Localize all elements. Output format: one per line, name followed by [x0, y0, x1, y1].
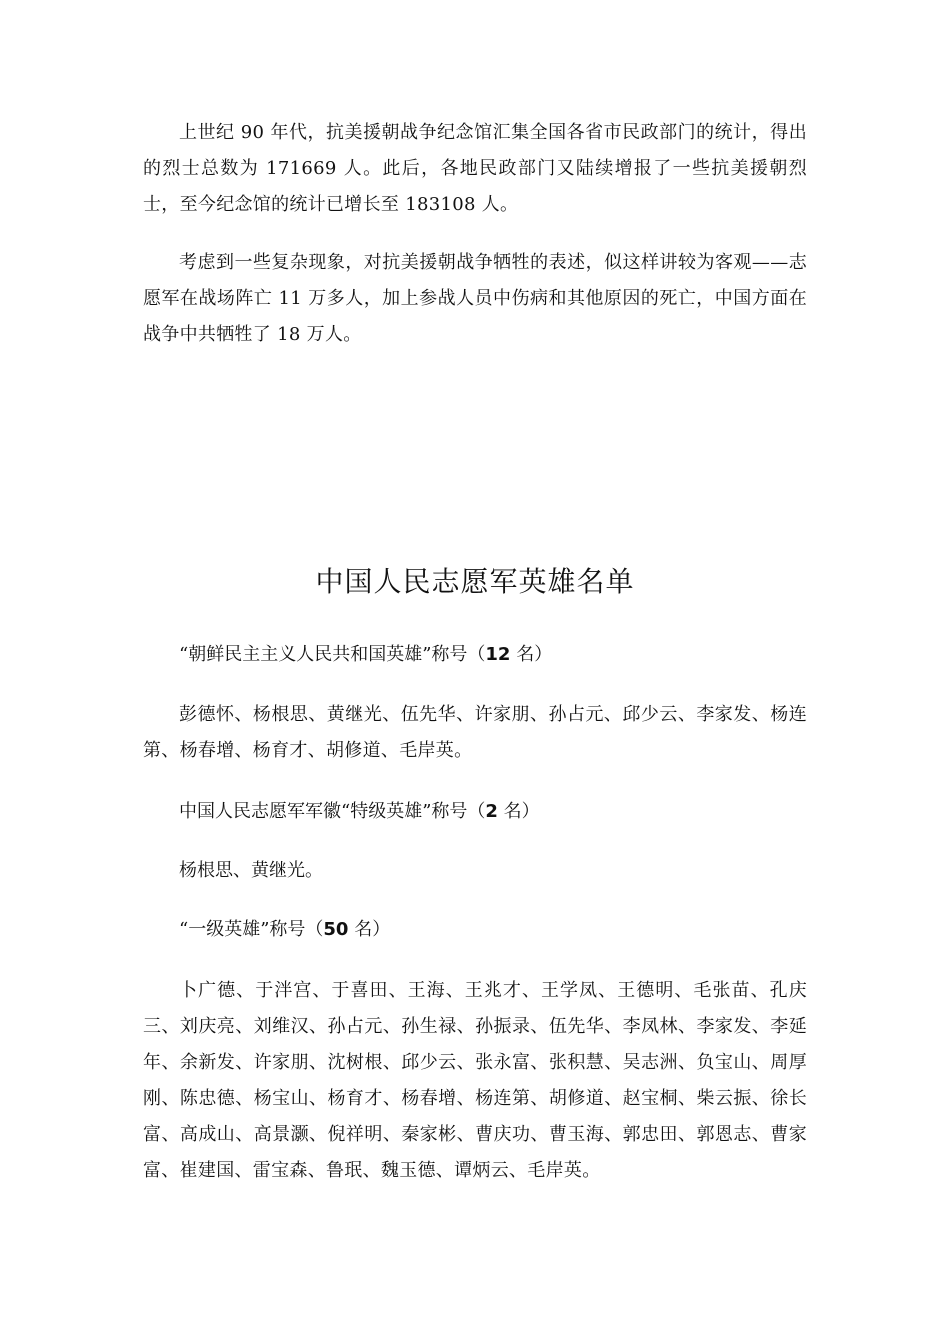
section-count: 50 — [323, 919, 349, 940]
section-heading-prefix: “一级英雄”称号（ — [179, 919, 324, 940]
intro-paragraph-1: 上世纪 90 年代，抗美援朝战争纪念馆汇集全国各省市民政部门的统计，得出的烈士总数为 171669 人。此后，各地民政部门又陆续增报了一些抗美援朝烈士，至今纪念馆的统计已增长至 183108 人。 — [143, 122, 807, 215]
section-heading-first-class-hero — [143, 912, 807, 948]
section-heading-suffix: 名） — [510, 644, 553, 665]
section-count: 2 — [485, 801, 498, 822]
section-heading-suffix: 名） — [497, 801, 540, 822]
section-heading-dprk-hero — [143, 637, 807, 673]
intro-paragraph-2: 考虑到一些复杂现象，对抗美援朝战争牺牲的表述，似这样讲较为客观——志愿军在战场阵亡 11 万多人，加上参战人员中伤病和其他原因的死亡，中国方面在战争中共牺牲了 18 万人。 — [143, 252, 807, 345]
section-count: 12 — [485, 644, 511, 665]
section-heading-prefix: 中国人民志愿军军徽“特级英雄”称号（ — [179, 801, 486, 822]
section-heading-prefix: “朝鲜民主主义人民共和国英雄”称号（ — [179, 644, 486, 665]
section-heading-special-hero — [143, 794, 807, 830]
section-names-dprk-hero: 彭德怀、杨根思、黄继光、伍先华、许家朋、孙占元、邱少云、李家发、杨连第、杨春增、杨育才、胡修道、毛岸英。 — [143, 704, 807, 761]
section-heading-suffix: 名） — [348, 919, 391, 940]
section-names-special-hero: 杨根思、黄继光。 — [179, 860, 323, 881]
section-names-first-class-hero: 卜广德、于泮宫、于喜田、王海、王兆才、王学凤、王德明、毛张苗、孔庆三、刘庆亮、刘维汉、孙占元、孙生禄、孙振录、伍先华、李凤林、李家发、李延年、余新发、许家朋、沈树根、邱少云、张永富、张积慧、吴志洲、负宝山、周厚刚、陈忠德、杨宝山、杨育才、杨春增、杨连第、胡修道、赵宝桐、柴云振、徐长富、高成山、高景灏、倪祥明、秦家彬、曹庆功、曹玉海、郭忠田、郭恩志、曹家富、崔建国、雷宝森、鲁珉、魏玉德、谭炳云、毛岸英。 — [143, 980, 807, 1181]
hero-list-title: 中国人民志愿军英雄名单 — [315, 565, 635, 598]
